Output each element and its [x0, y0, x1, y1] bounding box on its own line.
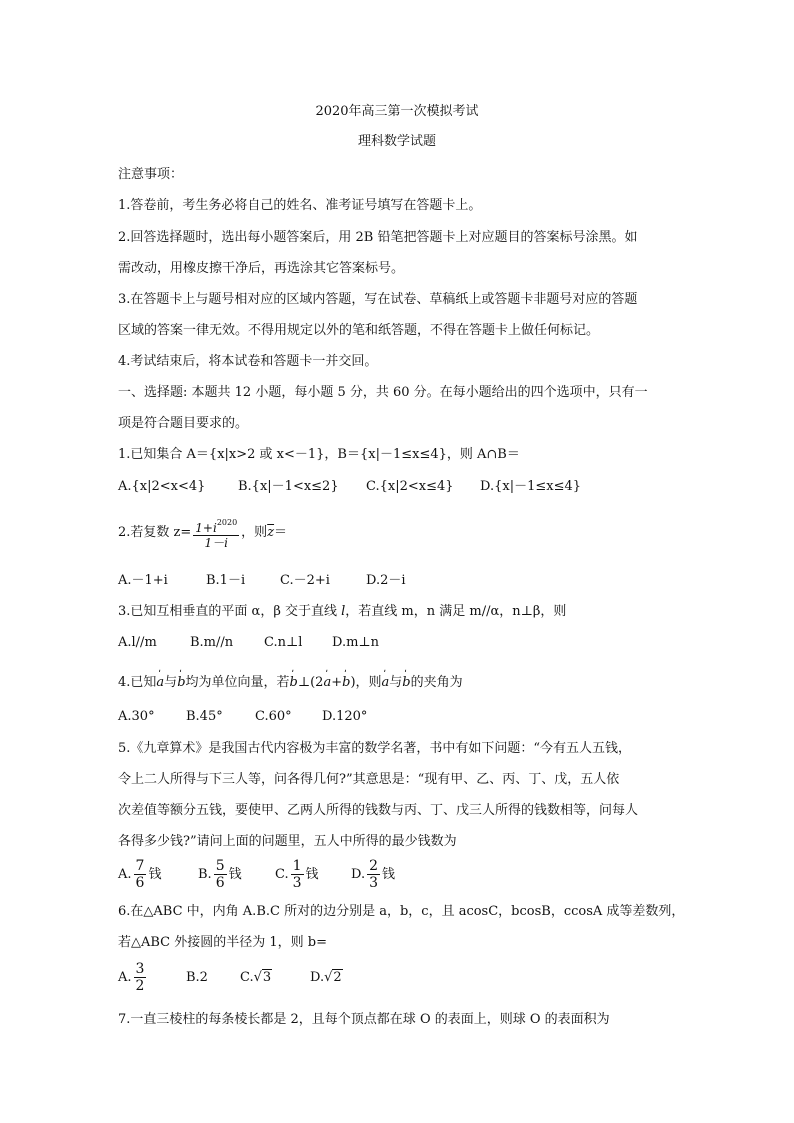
q2-numerator: 1+i	[195, 520, 217, 535]
q4-part-4: ⊥(2	[297, 675, 324, 690]
exam-title: 2020年高三第一次模拟考试	[315, 104, 479, 119]
vector-a: ˈ a	[156, 674, 164, 692]
exam-subtitle: 理科数学试题	[357, 134, 436, 149]
q4-part-7: 与	[389, 675, 403, 690]
option-b: B.m//n	[190, 635, 234, 650]
option-c: C.√3	[240, 960, 310, 996]
note-3-line-1: 3.在答题卡上与题号相对应的区域内答题，写在试卷、草稿纸上或答题卡非题号对应的答题	[118, 292, 638, 307]
note-2-line-2: 需改动，用橡皮擦干净后，再选涂其它答案标号。	[118, 261, 405, 276]
option-d: D.√2	[310, 960, 343, 996]
option-b: B.1－i	[206, 573, 246, 588]
q3-line-l: l	[341, 604, 346, 619]
vector-a: ˈ a	[323, 674, 331, 692]
note-4: 4.考试结束后，将本试卷和答题卡一并交回。	[118, 354, 378, 369]
q2-prefix: 2.若复数 z=	[118, 525, 192, 540]
question-1-stem: 1.已知集合 A＝{x|x>2 或 x<－1}，B＝{x|－1≤x≤4}，则 A∩B＝	[118, 447, 520, 462]
q4-part-3: 均为单位向量，若	[185, 675, 290, 690]
option-b: B. $\frac{5}{6}$ 钱	[198, 858, 242, 891]
sqrt-symbol: √2	[324, 970, 342, 985]
question-3-options	[118, 634, 379, 652]
vector-b: ˈ b	[342, 674, 350, 692]
question-4-options	[118, 708, 367, 726]
question-5-line-3: 次差值等额分五钱，要使甲、乙两人所得的钱数与丙、丁、戊三人所得的钱数相等，问每人	[118, 803, 639, 818]
question-5-line-4: 各得多少钱?”请问上面的问题里，五人中所得的最少钱数为	[118, 834, 457, 849]
question-5-options	[118, 857, 395, 893]
q2-mid: ，则	[241, 525, 268, 540]
question-7-stem: 7.一直三棱柱的每条棱长都是 2，且每个顶点都在球 O 的表面上，则球 O 的表面积为	[118, 1012, 610, 1027]
option-c: C.{x|2<x≤4}	[366, 479, 454, 494]
option-d: D. $\frac{2}{3}$ 钱	[351, 858, 396, 891]
q2-zbar: $\overline{z}$	[267, 525, 275, 540]
question-6-line-1: 6.在△ABC 中，内角 A.B.C 所对的边分别是 a，b，c，且 acosC，bcosB，ccosA 成等差数列，	[118, 904, 685, 919]
option-a: A.－1+i	[118, 573, 168, 588]
option-d: D.{x|－1≤x≤4}	[480, 479, 582, 494]
vector-b: ˈ b	[402, 674, 410, 692]
section-1-line-2: 项是符合题目要求的。	[118, 416, 249, 431]
option-d: D.m⊥n	[332, 635, 380, 650]
option-c: C. $\frac{1}{3}$ 钱	[275, 858, 319, 891]
option-a: A.30°	[118, 709, 155, 724]
notes-heading: 注意事项：	[118, 167, 184, 182]
q4-part-5: +	[331, 675, 343, 690]
option-d: D.2－i	[366, 573, 406, 588]
option-c: C.－2+i	[280, 573, 330, 588]
question-5-line-1: 5.《九章算术》是我国古代内容极为丰富的数学名著，书中有如下问题：“今有五人五钱，	[118, 741, 632, 756]
question-2-options	[118, 572, 406, 590]
question-2-stem	[118, 515, 287, 551]
question-4-stem	[118, 674, 463, 692]
option-a: A.l//m	[118, 635, 157, 650]
q4-part-2: 与	[164, 675, 178, 690]
note-3-line-2: 区域的答案一律无效。不得用规定以外的笔和纸答题，不得在答题卡上做任何标记。	[118, 323, 600, 338]
section-1-line-1: 一、选择题: 本题共 12 小题，每小题 5 分，共 60 分。在每小题给出的四个选项中，只有一	[118, 385, 648, 400]
question-6-line-2: 若△ABC 外接圆的半径为 1，则 b=	[118, 935, 328, 950]
option-a: A. $\frac{7}{6}$ 钱	[118, 858, 162, 891]
vector-b: ˈ b	[290, 674, 298, 692]
question-1-options	[118, 478, 581, 496]
q2-suffix: ＝	[274, 525, 288, 540]
vector-a: ˈ a	[382, 674, 390, 692]
option-b: B.{x|－1<x≤2}	[238, 479, 339, 494]
option-c: C.60°	[255, 709, 292, 724]
note-1: 1.答卷前，考生务必将自己的姓名、准考证号填写在答题卡上。	[118, 198, 482, 213]
q4-part-8: 的夹角为	[410, 675, 463, 690]
sqrt-symbol: √3	[253, 970, 272, 985]
option-b: B.2	[186, 970, 208, 985]
question-6-options	[118, 960, 343, 996]
q2-denominator: 1－i	[204, 535, 228, 550]
option-d: D.120°	[322, 709, 368, 724]
note-2-line-1: 2.回答选择题时，选出每小题答案后，用 2B 铅笔把答题卡上对应题目的答案标号涂黑。如	[118, 230, 638, 245]
q4-part-1: 4.已知	[118, 675, 157, 690]
option-a: A. $\frac{3}{2}$	[118, 961, 145, 994]
option-a: A.{x|2<x<4}	[118, 479, 206, 494]
option-b: B.45°	[186, 709, 223, 724]
vector-b: ˈ b	[177, 674, 185, 692]
question-3-stem	[118, 603, 566, 621]
q2-fraction	[193, 516, 239, 550]
option-c: C.n⊥l	[264, 635, 303, 650]
q4-part-6: )，则	[350, 675, 382, 690]
q3-stem-part-1: 3.已知互相垂直的平面 α，β 交于直线	[118, 604, 342, 619]
q2-exponent: 2020	[216, 517, 238, 527]
q3-stem-part-2: ，若直线 m，n 满足 m//α，n⊥β，则	[345, 604, 567, 619]
question-5-line-2: 令上二人所得与下三人等，问各得几何?”其意思是：“现有甲、乙、丙、丁、戊，五人依	[118, 772, 620, 787]
